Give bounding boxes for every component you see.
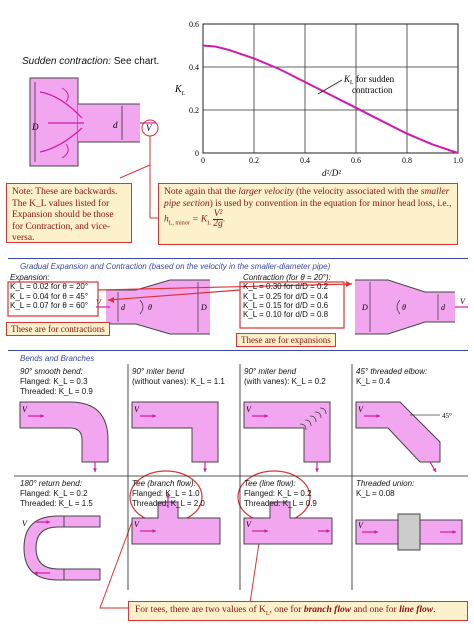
x-tick-label: 0.8 bbox=[402, 156, 412, 165]
velocity-label: V bbox=[246, 405, 251, 414]
elbow-angle-label: 45° bbox=[442, 412, 452, 420]
bends-title: Bends and Branches bbox=[20, 354, 95, 363]
pipe-shape bbox=[24, 516, 64, 580]
sketch-d: d bbox=[113, 120, 118, 130]
kl-curve bbox=[203, 46, 458, 154]
velocity-label: V bbox=[22, 405, 27, 414]
formula-num: V² bbox=[213, 209, 223, 219]
exp-D: D bbox=[201, 303, 207, 312]
tee-note-sub: L bbox=[265, 610, 270, 617]
exp-theta: θ bbox=[148, 303, 152, 312]
exp-V: V bbox=[96, 298, 101, 307]
expansion-row: K_L = 0.02 for θ = 20° bbox=[10, 282, 89, 292]
contraction-row: K_L = 0.10 for d/D = 0.8 bbox=[243, 310, 329, 320]
title-rest: See chart. bbox=[110, 56, 160, 67]
bend-cell bbox=[20, 479, 130, 509]
formula-ksub: L bbox=[207, 220, 211, 227]
y-tick-label: 0.6 bbox=[189, 20, 199, 29]
velocity-label: V bbox=[22, 519, 27, 528]
bend-cell-line: K_L = 0.4 bbox=[356, 377, 391, 386]
bend-cell bbox=[20, 367, 130, 397]
bend-cell bbox=[132, 367, 242, 387]
flow-arrowhead bbox=[93, 468, 97, 472]
note-backwards-text: Note: These are backwards. The K_L values listed for Expansion should be those for Contraction, and vice-versa. bbox=[12, 187, 118, 243]
pipe-shape bbox=[244, 402, 330, 462]
y-tick-label: 0.4 bbox=[189, 63, 199, 72]
tee-note-a: For tees, there are two values of K bbox=[135, 605, 266, 615]
x-axis-label: d²/D² bbox=[322, 168, 341, 178]
formula-den: 2g bbox=[213, 219, 223, 229]
formula-eq: = K bbox=[189, 214, 208, 225]
curve-label-line1: $K_L$ for sudden bbox=[344, 74, 395, 86]
formula-fraction bbox=[213, 209, 226, 229]
con-V: V bbox=[460, 297, 465, 306]
bend-cell-line: 180° return bend: bbox=[20, 479, 82, 488]
bend-cell-line: Flanged: K_L = 0.2 bbox=[20, 489, 88, 498]
bend-cell-line: K_L = 0.08 bbox=[356, 489, 395, 498]
tag-expansions: These are for expansions bbox=[236, 333, 336, 347]
note-r-c: (the velocity associated with the bbox=[293, 187, 421, 197]
bends-drawings bbox=[14, 364, 468, 590]
formula-end: . bbox=[222, 214, 226, 225]
gradual-title: Gradual Expansion and Contraction (based on the velocity in the smaller-diameter pipe) bbox=[20, 262, 331, 271]
exp-d: d bbox=[121, 303, 125, 312]
pipe-shape bbox=[64, 569, 100, 580]
plot-frame bbox=[203, 24, 458, 153]
bend-cell-line: 45° threaded elbow: bbox=[356, 367, 428, 376]
velocity-label: V bbox=[246, 520, 251, 529]
bend-cell-line: Flanged: K_L = 0.2 bbox=[244, 489, 312, 498]
expansion-row: K_L = 0.07 for θ = 60° bbox=[10, 300, 89, 310]
formula-sub: L, minor bbox=[168, 220, 190, 227]
title-italic: Sudden contraction: bbox=[22, 56, 111, 67]
note-r-d: smaller pipe section bbox=[164, 187, 450, 209]
con-theta: θ bbox=[402, 303, 406, 312]
note-r-e: ) is used by convention in the equation for minor head loss, i.e., bbox=[209, 198, 452, 209]
note-larger-velocity bbox=[158, 183, 458, 245]
contraction-row: K_L = 0.25 for d/D = 0.4 bbox=[243, 291, 329, 301]
bend-cell-line: Threaded union: bbox=[356, 479, 415, 488]
pipe-shape bbox=[64, 516, 100, 527]
contraction-head: Contraction (for θ = 20°): bbox=[243, 273, 331, 282]
y-tick-label: 0.2 bbox=[189, 106, 199, 115]
x-tick-label: 0 bbox=[201, 156, 205, 165]
bend-cell-line: Flanged: K_L = 0.3 bbox=[20, 377, 88, 386]
tee-note-c: branch flow bbox=[303, 605, 352, 615]
bottom-note-pointer-1 bbox=[100, 522, 132, 608]
note-r-a: Note again that the bbox=[164, 187, 239, 197]
bend-cell-line: Threaded: K_L = 0.9 bbox=[20, 387, 93, 396]
velocity-label: V bbox=[134, 520, 139, 529]
sketch-V: V bbox=[146, 123, 152, 133]
bend-cell-line: Tee (line flow): bbox=[244, 479, 296, 488]
x-tick-label: 0.4 bbox=[300, 156, 310, 165]
expansion-head: Expansion: bbox=[10, 273, 50, 282]
bend-cell-line: 90° miter bend bbox=[244, 367, 297, 376]
x-tick-label: 0.2 bbox=[249, 156, 259, 165]
pipe-shape bbox=[132, 402, 218, 462]
con-d: d bbox=[441, 303, 445, 312]
note-backwards bbox=[6, 183, 132, 243]
sketch-D: D bbox=[32, 122, 39, 132]
con-D: D bbox=[362, 303, 368, 312]
bend-cell-line: Threaded: K_L = 2.0 bbox=[132, 499, 205, 508]
note-r-b: larger velocity bbox=[238, 187, 294, 197]
tee-note-d: and one for bbox=[351, 605, 400, 615]
velocity-label: V bbox=[134, 405, 139, 414]
bend-cell-line: 90° smooth bend: bbox=[20, 367, 83, 376]
pipe-shape bbox=[356, 402, 440, 462]
tag-contractions: These are for contractions bbox=[6, 322, 110, 336]
tee-note-e: line flow bbox=[399, 605, 434, 615]
bend-cell bbox=[244, 479, 354, 509]
flow-arrowhead bbox=[315, 468, 319, 472]
note-tees bbox=[128, 601, 468, 621]
kl-chart bbox=[189, 20, 463, 165]
tee-note-f: . bbox=[433, 605, 436, 615]
y-axis-label: $K_L$ bbox=[175, 84, 186, 97]
expansion-row: K_L = 0.04 for θ = 45° bbox=[10, 291, 89, 301]
curve-label-pointer bbox=[318, 80, 342, 94]
bend-cell-line: Threaded: K_L = 1.5 bbox=[20, 499, 93, 508]
bend-cell bbox=[356, 367, 466, 387]
tee-note-b: , one for bbox=[269, 605, 304, 615]
curve-label-line2: contraction bbox=[352, 85, 393, 95]
bend-cell-line: (without vanes): K_L = 1.1 bbox=[132, 377, 225, 386]
contraction-row: K_L = 0.15 for d/D = 0.6 bbox=[243, 300, 329, 310]
x-tick-label: 1.0 bbox=[453, 156, 463, 165]
velocity-label: V bbox=[358, 405, 363, 414]
bend-cell-line: (with vanes): K_L = 0.2 bbox=[244, 377, 326, 386]
section-rule-bends bbox=[8, 350, 468, 351]
contraction-row: K_L = 0.30 for d/D = 0.2 bbox=[243, 282, 329, 292]
x-tick-label: 0.6 bbox=[351, 156, 361, 165]
bend-cell bbox=[132, 479, 242, 509]
pipe-shape bbox=[20, 402, 108, 462]
formula-h: h bbox=[164, 214, 169, 225]
bend-cell-line: Flanged: K_L = 1.0 bbox=[132, 489, 200, 498]
bend-cell-line: 90° miter bend bbox=[132, 367, 185, 376]
bend-cell bbox=[244, 367, 354, 387]
y-tick-label: 0 bbox=[195, 149, 199, 158]
gradual-contraction-sketch bbox=[355, 280, 468, 334]
velocity-label: V bbox=[358, 521, 363, 530]
union-fitting bbox=[398, 514, 420, 550]
left-note-pointer bbox=[120, 165, 150, 178]
bend-cell bbox=[356, 479, 466, 499]
flow-arrowhead bbox=[203, 468, 207, 472]
bend-cell-line: Threaded: K_L = 0.9 bbox=[244, 499, 317, 508]
contraction-list bbox=[243, 273, 331, 319]
section-rule-gradual bbox=[8, 258, 468, 259]
bend-cell-line: Tee (branch flow): bbox=[132, 479, 196, 488]
expansion-list bbox=[10, 273, 88, 310]
